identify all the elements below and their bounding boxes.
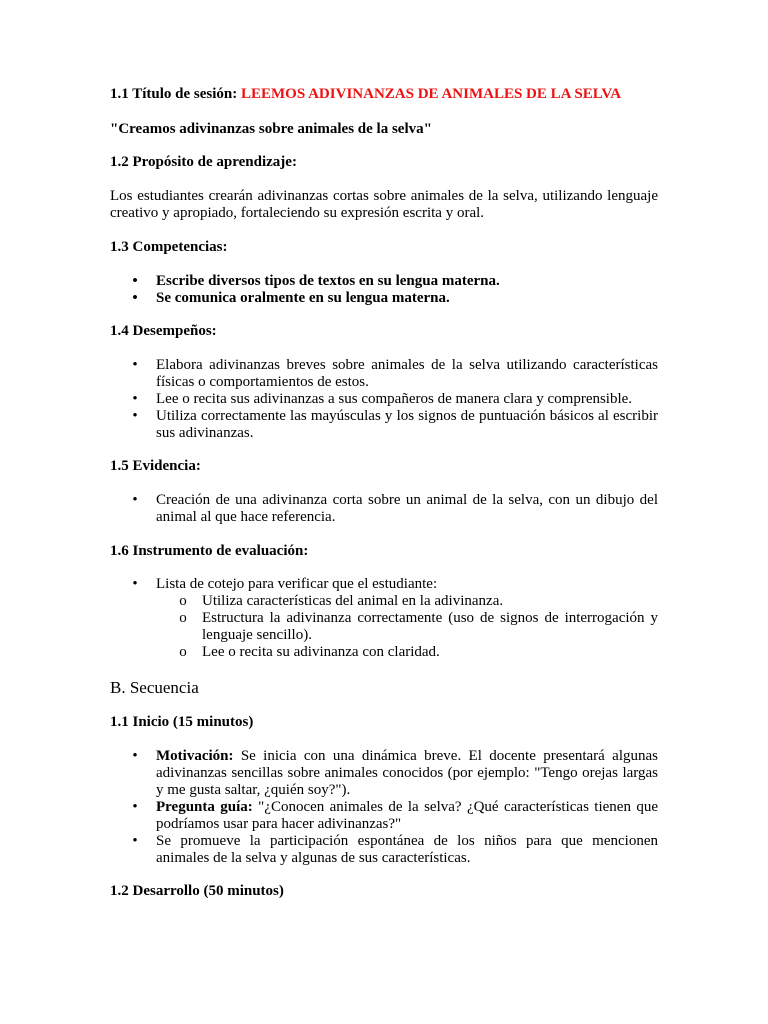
bullet-icon: • [132,290,138,306]
bullet-icon: • [132,833,138,849]
list-item: • Creación de una adivinanza corta sobre un animal de la selva, con un dibujo del animal al que hace referencia. [110,492,658,526]
inicio-heading: 1.1 Inicio (15 minutos) [110,714,254,730]
proposito-text: Los estudiantes crearán adivinanzas cortas sobre animales de la selva, utilizando lenguaje creativo y apropiado, fortaleciendo su expresión escrita y oral. [110,188,658,221]
desarrollo-heading: 1.2 Desarrollo (50 minutos) [110,883,284,899]
bullet-icon: • [132,799,138,815]
desempenos-heading: 1.4 Desempeños: [110,323,217,339]
instrumento-list [110,576,658,661]
bullet-icon: • [132,408,138,424]
list-item: • Lista de cotejo para verificar que el estudiante: o Utiliza características del animal en la adivinanza. o Estructura la adivinanza correctamente (uso de signos de interrogación y lenguaje sencillo). o Lee o recita su adivinanza con claridad. [110,576,658,661]
proposito-heading: 1.2 Propósito de aprendizaje: [110,154,297,170]
instrumento-sublist [156,593,658,661]
evidencia-list [110,492,658,526]
bullet-icon: • [132,391,138,407]
sub-list-item: o Utiliza características del animal en la adivinanza. [179,593,504,609]
sub-list-item: o Estructura la adivinanza correctamente (uso de signos de interrogación y lenguaje sencillo). [179,610,658,643]
sub-list-item: o Lee o recita su adivinanza con claridad. [179,644,440,660]
circle-bullet-icon: o [179,593,187,609]
desempenos-list [110,357,658,442]
session-title-line [110,86,658,103]
list-item: • Se promueve la participación espontánea de los niños para que mencionen animales de la selva y algunas de sus características. [110,833,658,867]
competencias-list [110,273,658,307]
bullet-icon: • [132,748,138,764]
secuencia-heading: B. Secuencia [110,678,199,697]
list-item: • Lee o recita sus adivinanzas a sus compañeros de manera clara y comprensible. [110,391,658,408]
circle-bullet-icon: o [179,610,187,626]
circle-bullet-icon: o [179,644,187,660]
session-subtitle: "Creamos adivinanzas sobre animales de la selva" [110,121,432,137]
session-label: 1.1 Título de sesión: [110,86,238,102]
bullet-icon: • [132,492,138,508]
bullet-icon: • [132,576,138,592]
evidencia-heading: 1.5 Evidencia: [110,458,201,474]
list-item: • Utiliza correctamente las mayúsculas y los signos de puntuación básicos al escribir sus adivinanzas. [110,408,658,442]
list-item: • Escribe diversos tipos de textos en su lengua materna. [110,273,658,290]
bullet-icon: • [132,357,138,373]
bullet-icon: • [132,273,138,289]
instrumento-heading: 1.6 Instrumento de evaluación: [110,543,309,559]
session-title: LEEMOS ADIVINANZAS DE ANIMALES DE LA SELVA [241,86,622,102]
list-item: • Motivación: Se inicia con una dinámica breve. El docente presentará algunas adivinanzas sencillas sobre animales conocidos (por ejemplo: "Tengo orejas largas y me gusta saltar, ¿quién soy?"). [110,748,658,799]
list-item: • Se comunica oralmente en su lengua materna. [110,290,658,307]
list-item: • Elabora adivinanzas breves sobre animales de la selva utilizando características físicas o comportamientos de estos. [110,357,658,391]
competencias-heading: 1.3 Competencias: [110,239,228,255]
inicio-list [110,748,658,867]
list-item: • Pregunta guía: "¿Conocen animales de la selva? ¿Qué características tienen que podríamos usar para hacer adivinanzas?" [110,799,658,833]
